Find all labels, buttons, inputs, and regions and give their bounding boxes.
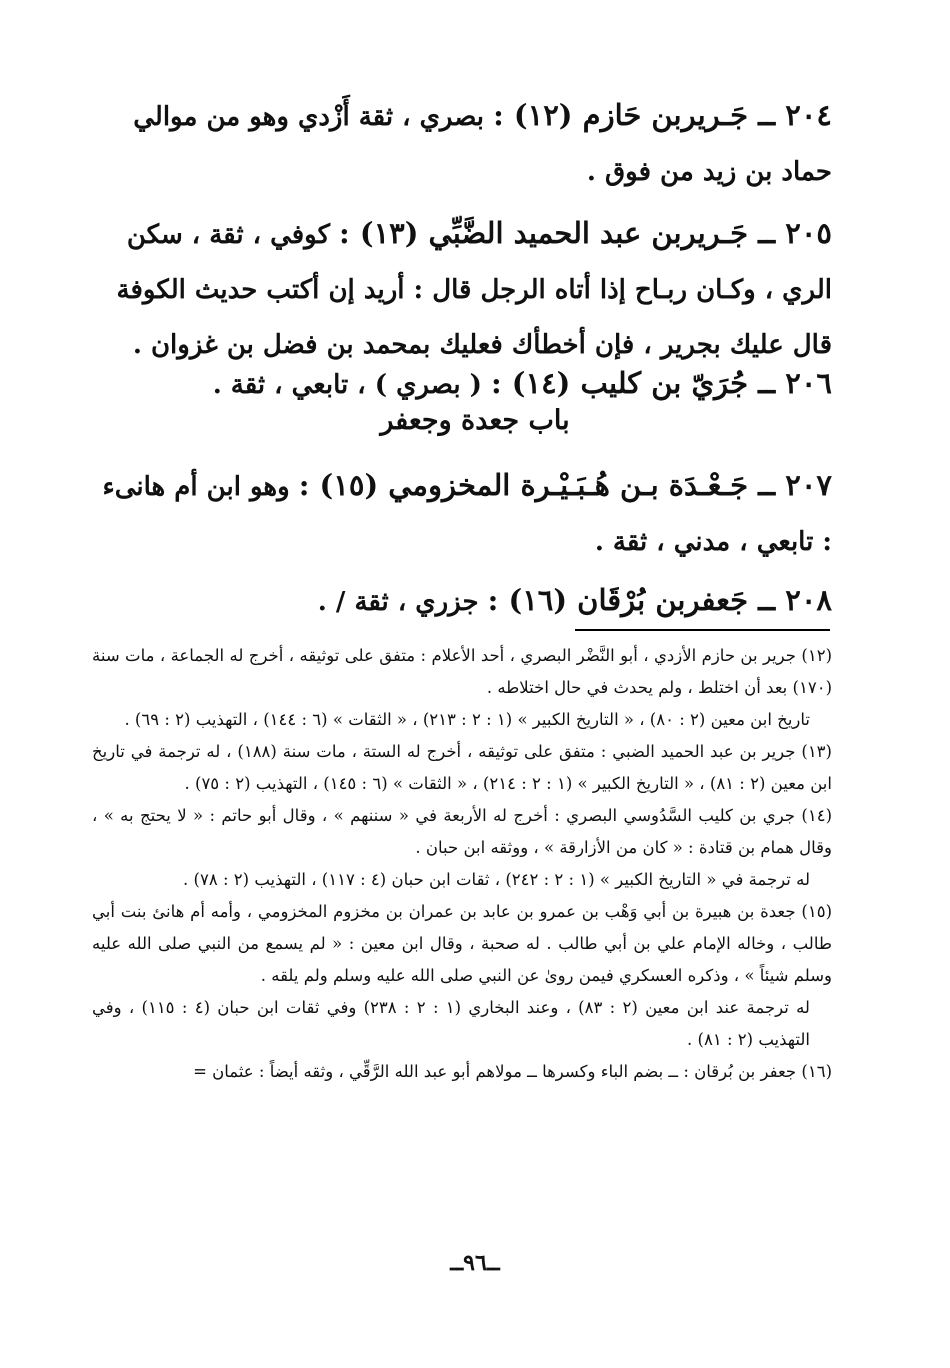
- entry-204-text: بصري ، ثقة أَزْدي وهو من موالي حماد بن زيد من فوق .: [133, 102, 832, 187]
- entry-206-heading: ٢٠٦ ــ جُرَيّ بن كليب (١٤) :: [490, 366, 832, 400]
- entry-207: [92, 458, 832, 570]
- entry-207-text: وهو ابن أم هانىء : تابعي ، مدني ، ثقة .: [102, 472, 832, 557]
- page-number: ــ٩٦ــ: [450, 1250, 500, 1276]
- entry-206-text: ( بصري ) ، تابعي ، ثقة .: [212, 370, 482, 400]
- entry-205-heading: ٢٠٥ ــ جَـريربن عبد الحميد الضَّبِّي (١٣) :: [339, 216, 832, 250]
- entry-205: [92, 206, 832, 373]
- footnote-12: (١٢) جرير بن حازم الأزدي ، أبو النَّضْر البصري ، أحد الأعلام : متفق على توثيقه ، أخرج له الجماعة ، مات سنة (١٧٠) بعد أن اختلط ، ولم يحدث في حال اختلاطه .: [92, 646, 832, 697]
- footnote-divider: [575, 629, 830, 631]
- entry-208: [92, 573, 832, 630]
- footnotes: [92, 640, 832, 1088]
- footnote-13: (١٣) جرير بن عبد الحميد الضبي : متفق على توثيقه ، أخرج له الستة ، مات سنة (١٨٨) ، له ترجمة في تاريخ ابن معين (٢ : ٨١) ، « التاريخ الكبير » (١ : ٢ : ٢١٤) ، « الثقات » (٦ : ١٤٥) ، التهذيب (٢ : ٧٥) .: [92, 742, 832, 793]
- section-title: باب جعدة وجعفر: [380, 405, 570, 436]
- footnote-14: (١٤) جري بن كليب السَّدُوسي البصري : أخرج له الأربعة في « سننهم » ، وقال أبو حاتم : « لا يحتج به » ، وقال همام بن قتادة : « كان من الأزارقة » ، ووثقه ابن حبان .: [92, 806, 832, 857]
- footnote-12-refs: تاريخ ابن معين (٢ : ٨٠) ، « التاريخ الكبير » (١ : ٢ : ٢١٣) ، « الثقات » (٦ : ١٤٤) ، التهذيب (٢ : ٦٩) .: [124, 710, 810, 729]
- footnote-14-refs: له ترجمة في « التاريخ الكبير » (١ : ٢ : ٢٤٢) ، ثقات ابن حبان (٤ : ١١٧) ، التهذيب (٢ : ٧٨) .: [183, 870, 810, 889]
- footnote-15-refs: له ترجمة عند ابن معين (٢ : ٨٣) ، وعند البخاري (١ : ٢ : ٢٣٨) وفي ثقات ابن حبان (٤ : ١١٥) ، وفي التهذيب (٢ : ٨١) .: [92, 998, 810, 1049]
- entry-208-text: جزري ، ثقة / .: [317, 587, 479, 617]
- entry-204: [92, 88, 832, 200]
- footnote-16: (١٦) جعفر بن بُرقان : ــ بضم الباء وكسرها ــ مولاهم أبو عبد الله الرَّقِّي ، وثقه أيضاً : عثمان =: [193, 1062, 832, 1081]
- footnote-15: (١٥) جعدة بن هبيرة بن أبي وَهْب بن عمرو بن عابد بن عمران بن مخزوم المخزومي ، وأمه أم هانئ بنت أبي طالب ، وخاله الإمام علي بن أبي طالب . له صحبة ، وقال ابن معين : « لم يسمع من النبي صلى الله عليه وسلم شيئاً » ، وذكره العسكري فيمن روىٰ عن النبي صلى الله عليه وسلم ولم يلقه .: [92, 902, 832, 985]
- entry-204-heading: ٢٠٤ ــ جَـريربن حَازم (١٢) :: [493, 98, 832, 132]
- entry-205-text: كوفي ، ثقة ، سكن الري ، وكـان ربـاح إذا أتاه الرجل قال : أريد إن أكتب حديث الكوفة قال عليك بجرير ، فإن أخطأك فعليك بمحمد بن فضل بن غزوان .: [116, 220, 832, 360]
- entry-208-heading: ٢٠٨ ــ جَعفربن بُرْقَان (١٦) :: [487, 583, 832, 617]
- entry-207-heading: ٢٠٧ ــ جَـعْـدَة بـن هُـبَـيْـرة المخزومي (١٥) :: [298, 468, 832, 502]
